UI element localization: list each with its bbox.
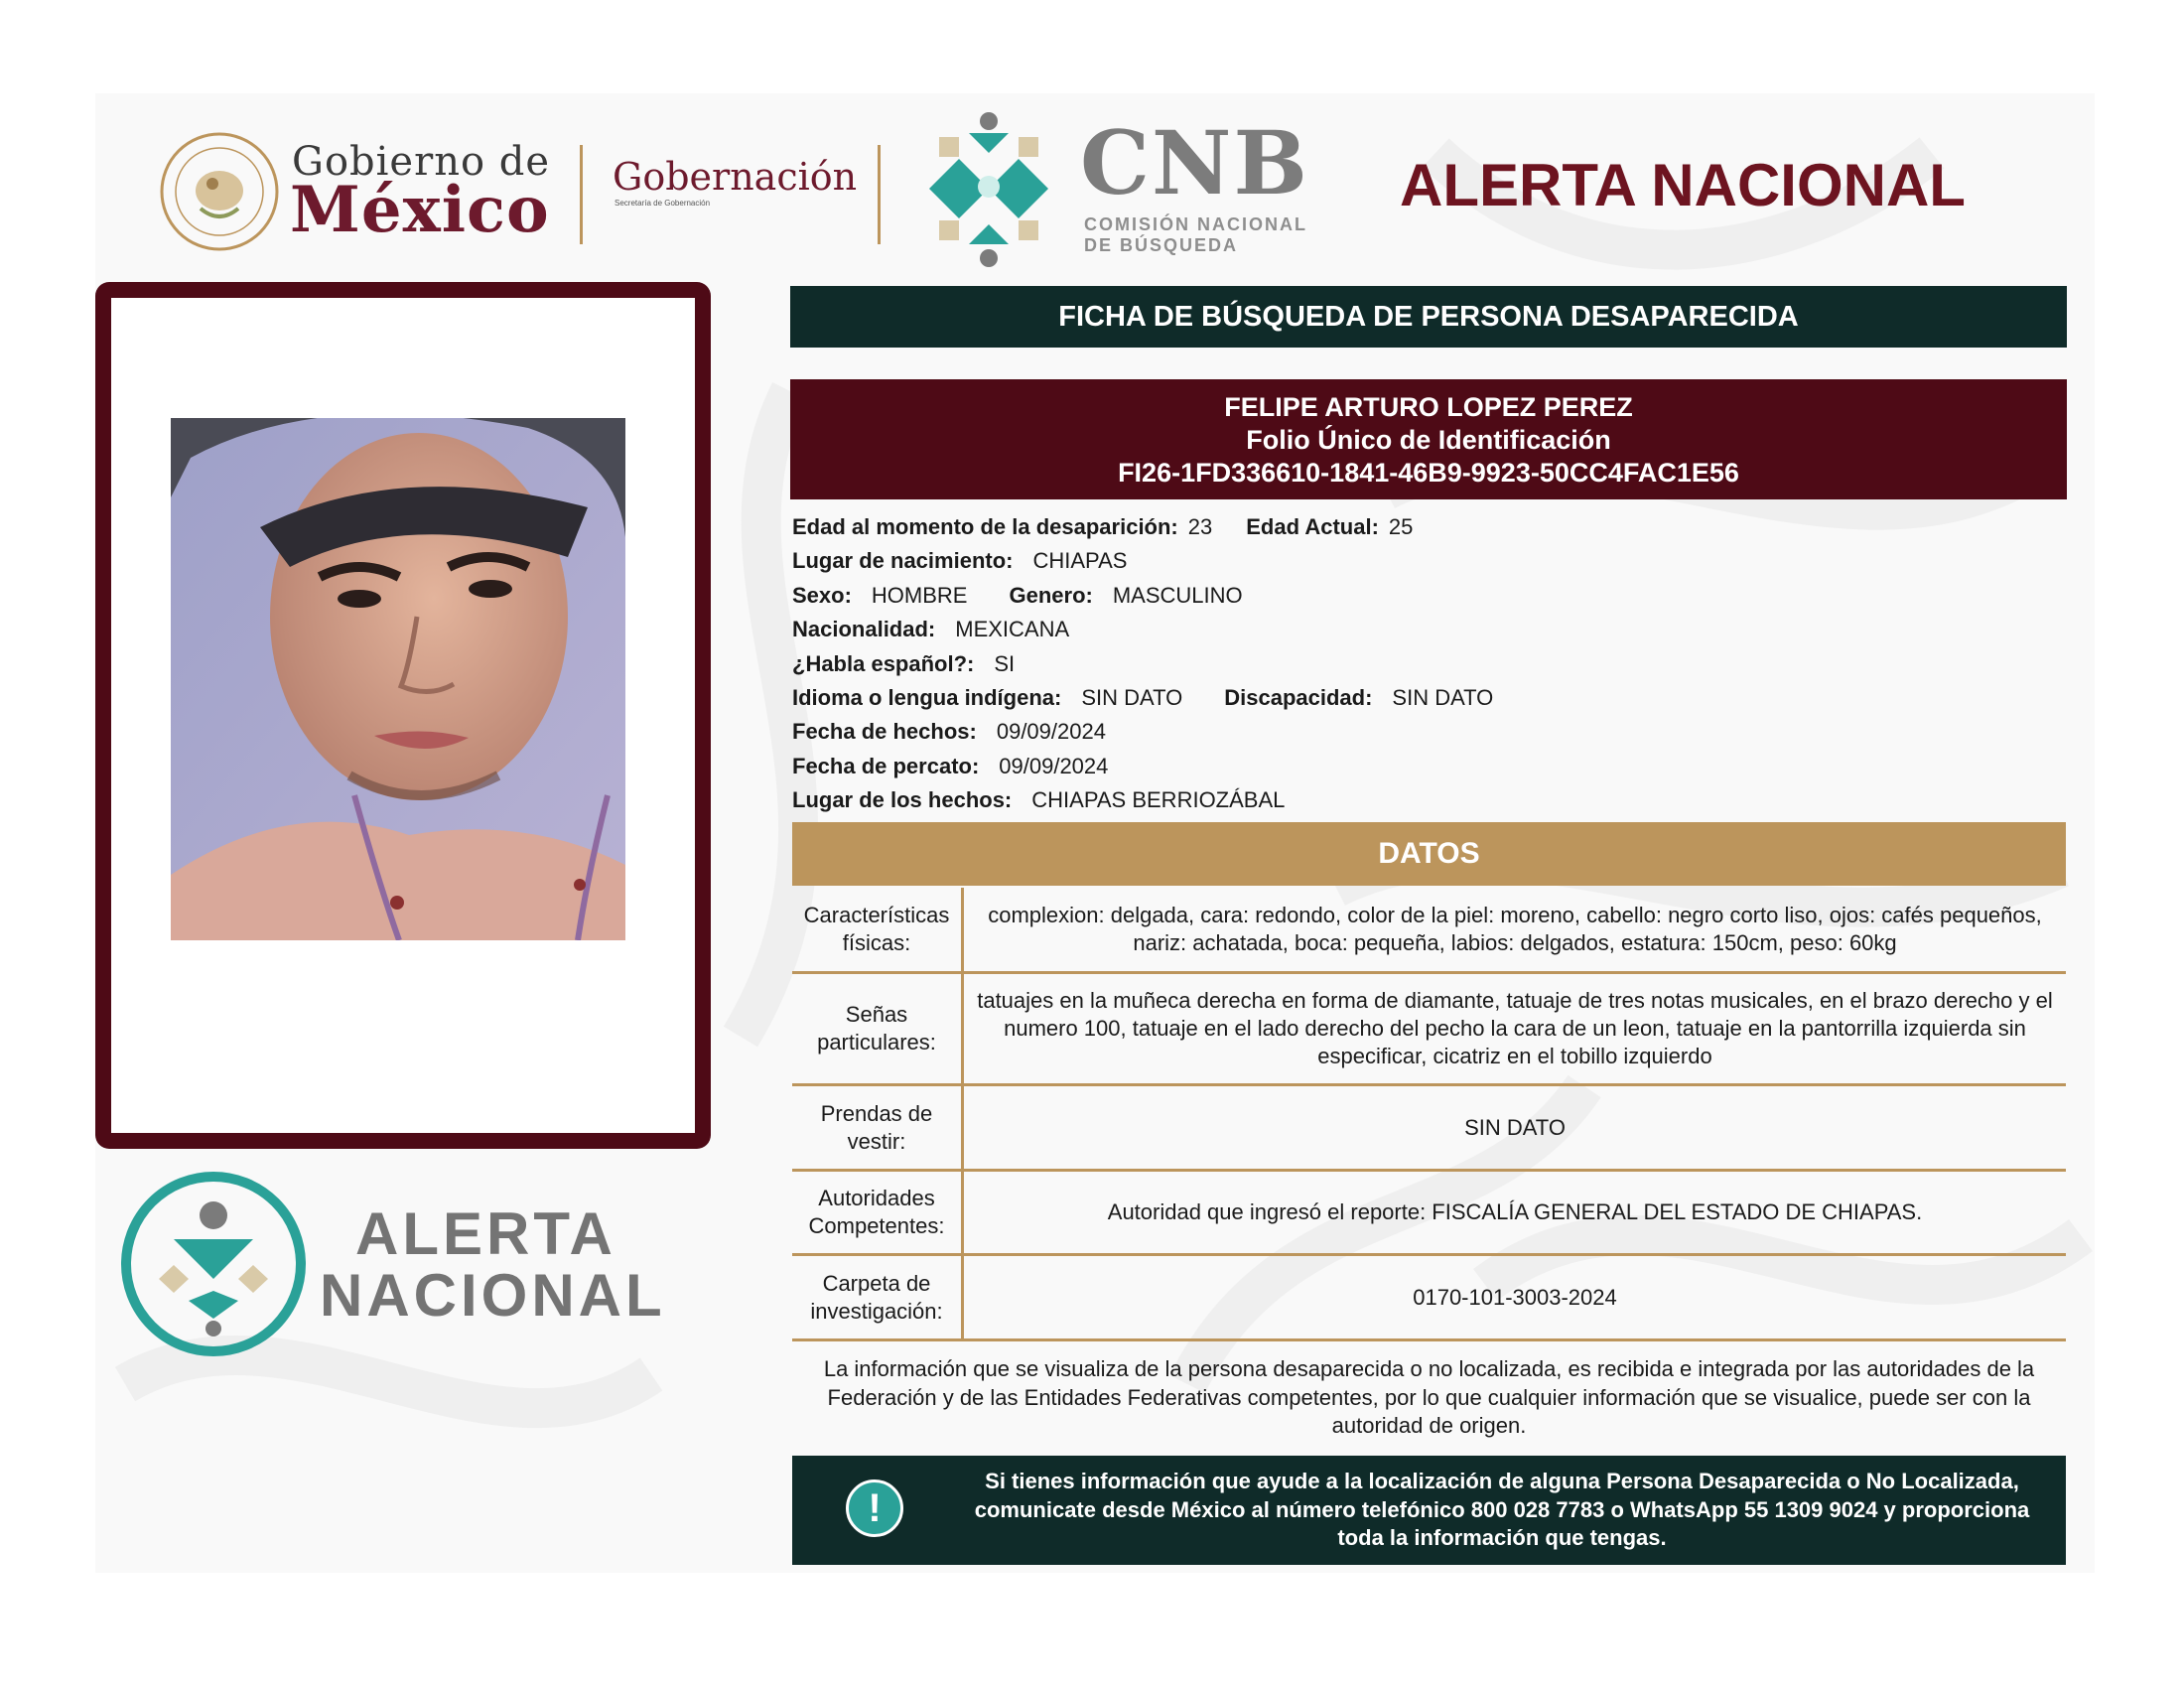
field-lugar-hechos [792,783,1493,817]
exclamation-icon: ! [846,1479,903,1537]
person-name: FELIPE ARTURO LOPEZ PEREZ [1224,392,1633,422]
alerta-nacional-logo-text [320,1200,666,1329]
gobernacion-sub: Secretaría de Gobernación [614,199,711,208]
cnb-subtitle [1084,214,1307,256]
table-row [792,1256,2066,1341]
row-label-line: Señas [845,1002,908,1027]
table-row [792,1086,2066,1172]
row-label-line: vestir: [847,1128,906,1154]
lugar-nacimiento-value: CHIAPAS [1032,548,1128,574]
discapacidad-label: Discapacidad: [1224,685,1373,711]
row-label [792,1256,964,1338]
table-row [792,888,2066,974]
row-label [792,974,964,1083]
person-photo [171,418,625,940]
logo-line1: ALERTA [355,1200,616,1267]
row-label-line: Competentes: [808,1213,945,1238]
row-label-line: Características [803,903,950,927]
idioma-label: Idioma o lengua indígena: [792,685,1062,711]
row-value: complexion: delgada, cara: redondo, color de la piel: moreno, cabello: negro corto liso, ojos: cafés pequeños, nariz: achatada, boca: pequeña, labios: delgados, estatura: 150cm, peso: 60kg [988,903,2042,955]
fecha-hechos-label: Fecha de hechos: [792,719,977,745]
person-fields [792,510,1493,818]
datos-table [792,888,2066,1341]
row-value: tatuajes en la muñeca derecha en forma de diamante, tatuaje de tres notas musicales, en el brazo derecho y el numero 100, tatuaje en el lado derecho del pecho la cara de un leon, tatuaje en la pantorrilla izquierda sin especificar, cicatriz en el tobillo izquierdo [977,988,2053,1068]
nacionalidad-value: MEXICANA [955,617,1070,642]
contact-info-bar [792,1456,2066,1565]
field-idioma [792,681,1493,715]
habla-value: SI [994,650,1016,676]
edad-desaparicion-label: Edad al momento de la desaparición: [792,514,1178,539]
datos-header: DATOS [792,822,2066,886]
alerta-nacional-logo-icon [119,1170,308,1358]
folio-label: Folio Único de Identificación [1246,425,1611,455]
field-edad [792,510,1493,544]
row-label-line: particulares: [817,1030,936,1055]
person-name-box [790,379,2067,499]
lugar-nacimiento-label: Lugar de nacimiento: [792,548,1014,574]
header-divider [878,145,881,244]
row-value: SIN DATO [1464,1114,1566,1140]
table-row [792,974,2066,1086]
table-row [792,1172,2066,1256]
row-label-line: investigación: [810,1298,943,1324]
cnb-sub-line2: DE BÚSQUEDA [1084,235,1239,255]
field-nacionalidad [792,613,1493,646]
row-label-line: Prendas de [820,1100,933,1126]
sexo-label: Sexo: [792,582,852,608]
fecha-hechos-value: 09/09/2024 [996,719,1106,745]
nacionalidad-label: Nacionalidad: [792,617,936,642]
sexo-value: HOMBRE [871,582,968,608]
row-label [792,888,964,971]
cnb-sub-line1: COMISIÓN NACIONAL [1084,214,1307,234]
genero-label: Genero: [1009,582,1093,608]
habla-label: ¿Habla español?: [792,650,975,676]
folio-number: FI26-1FD336610-1841-46B9-9923-50CC4FAC1E56 [1118,458,1739,488]
gobierno-line1: Gobierno de [292,139,551,185]
row-label [792,1172,964,1253]
discapacidad-value: SIN DATO [1392,685,1494,711]
row-value: Autoridad que ingresó el reporte: FISCALÍA GENERAL DEL ESTADO DE CHIAPAS. [1107,1199,1923,1224]
genero-value: MASCULINO [1112,582,1243,608]
seal-icon [157,129,282,254]
header-divider [580,145,583,244]
ficha-title: FICHA DE BÚSQUEDA DE PERSONA DESAPARECIDA [790,286,2067,348]
field-sexo [792,579,1493,613]
field-lugar-nacimiento [792,544,1493,578]
row-value: 0170-101-3003-2024 [1413,1284,1617,1310]
fecha-percato-value: 09/09/2024 [999,753,1109,778]
row-label-line: Carpeta de [822,1270,931,1296]
logo-line2: NACIONAL [320,1262,666,1329]
contact-info-text: Si tienes información que ayude a la localización de alguna Persona Desaparecida o No Localizada, comunicate desde México al número telefónico 800 028 7783 o WhatsApp 55 1309 9024 y proporciona toda la información que tengas. [974,1469,2030,1550]
fecha-percato-label: Fecha de percato: [792,753,980,778]
gobierno-line2: México [290,173,550,247]
idioma-value: SIN DATO [1081,685,1183,711]
row-label-line: Autoridades [818,1186,935,1210]
edad-actual-label: Edad Actual: [1246,514,1379,539]
cnb-logo-text: CNB [1080,111,1309,214]
field-habla [792,647,1493,681]
disclaimer-text: La información que se visualiza de la persona desaparecida o no localizada, es recibida e integrada por las autoridades de la Federación y de las Entidades Federativas competentes, por lo que cualquier información que se visualice, puede ser con la autoridad de origen. [823,1356,2035,1438]
cnb-logo-icon [909,109,1068,268]
gobernacion-logo: Gobernación [613,155,858,199]
lugar-hechos-value: CHIAPAS BERRIOZÁBAL [1031,787,1286,813]
row-label [792,1086,964,1169]
row-label-line: físicas: [842,930,911,955]
edad-actual-value: 25 [1388,514,1414,539]
field-fecha-percato [792,750,1493,783]
field-fecha-hechos [792,715,1493,749]
alerta-title: ALERTA NACIONAL [1400,152,1966,218]
lugar-hechos-label: Lugar de los hechos: [792,787,1013,813]
edad-desaparicion-value: 23 [1187,514,1213,539]
